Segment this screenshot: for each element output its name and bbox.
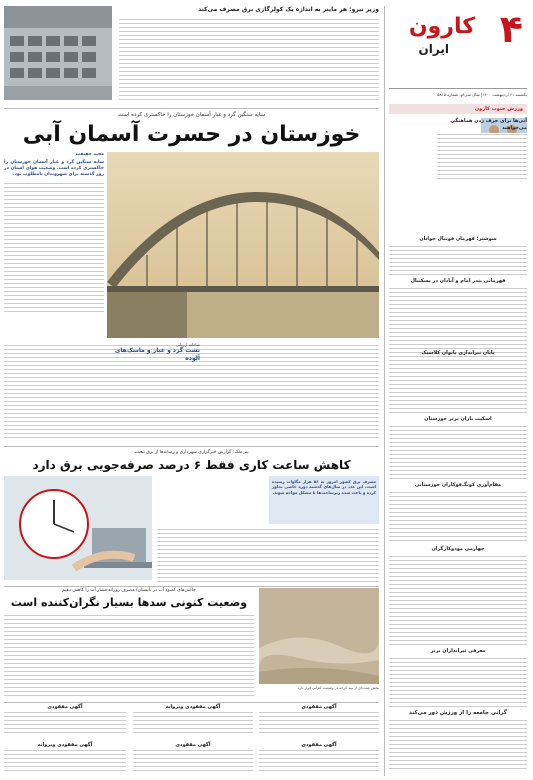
sidebar-item-title: شوشتر؛ قهرمان فوتبال جوانان	[419, 236, 497, 242]
sidebar-item	[389, 648, 527, 708]
main-story-headline: خوزستان در حسرت آسمان آبی	[22, 122, 361, 147]
notice-title: آگهی مفقودی	[301, 704, 337, 710]
sidebar-title: ورزش جنوب کارون	[474, 106, 523, 112]
laptop-clock-photo	[4, 476, 152, 580]
main-story-image	[107, 152, 379, 338]
dam-story-image	[259, 588, 379, 684]
sidebar-item	[437, 118, 527, 176]
sidebar-item-title: قهرمانی بندر امام و آبادان در بسکتبال	[410, 278, 506, 284]
divider	[4, 702, 379, 703]
energy-story-quote: مصرف برق کشور امروز به ۵۶ هزار مگاوات رسیده است. این عدد در سال‌های گذشته دوره خاصی تجاوز کرده و باعث شده زیرساخت‌ها با مشکل مواجه شوند.	[272, 479, 376, 495]
sidebar-item	[389, 710, 527, 772]
main-story-sidebar	[4, 152, 104, 338]
divider	[4, 586, 379, 587]
divider	[4, 108, 379, 109]
sidebar-item-title: اسکیت بازان برتر خوزستان	[424, 416, 492, 422]
dateline: یکشنبه ۲۱ اردیبهشت ۱۴۰۰| سال سی‌ام، شماره ۵۸۱۵	[437, 92, 527, 97]
sidebar-item	[389, 278, 527, 358]
warehouse-photo	[4, 6, 112, 100]
divider	[4, 446, 379, 447]
sidebar-item-title: مقام‌آوری کونگ‌فوکاران خوزستانی	[414, 482, 502, 488]
energy-story	[4, 450, 379, 582]
main-story-subkicker: مجید حقیقت	[75, 152, 104, 157]
notice-title: آگهی مفقودی وپروانه	[37, 742, 93, 748]
notice	[259, 704, 379, 738]
main-story-body	[4, 182, 104, 312]
notice	[4, 742, 126, 774]
column-rule	[384, 6, 385, 776]
rule	[389, 88, 527, 89]
dam-story-body	[4, 614, 254, 698]
mid-story-headline: نشت گرد و غبار و ماسک‌های آلوده	[114, 347, 200, 362]
mid-story-kicker: سامانه ارزیابی	[175, 342, 200, 347]
sidebar-item-title: آبی‌ها برای حرف زدن هماهنگی می‌خواهند	[450, 118, 527, 131]
notice-title: آگهی مفقودی	[301, 742, 337, 748]
masthead-logo: کارون	[408, 14, 475, 39]
top-story-headline: وزیر نیرو: هر ماینر به اندازه یک کولرگازی برق مصرف می‌کند	[198, 6, 379, 13]
energy-story-body	[157, 528, 379, 582]
sidebar-item	[389, 350, 527, 414]
sidebar-title-bar	[389, 104, 527, 114]
notice	[133, 742, 253, 774]
sidebar-item	[389, 416, 527, 480]
energy-story-quote-box	[269, 476, 379, 524]
dam-story-caption: بخش عمده‌ای از سد کرخه در وضعیت کم‌آبی قرار دارد	[297, 686, 379, 690]
notice	[4, 704, 126, 738]
bridge-dust-photo	[107, 152, 379, 338]
notice	[133, 704, 253, 738]
sidebar-item-title: چهارمی مودوکارگران	[431, 546, 485, 552]
mid-story	[110, 342, 200, 422]
masthead	[389, 6, 527, 114]
sidebar-item-title: گرانی جامعه را از ورزش دور می‌کند	[409, 710, 507, 716]
page-number: ۴	[499, 7, 523, 51]
top-story-body	[119, 18, 379, 100]
main-story-kicker: سایه سنگین گرد و غبار آسمان خوزستان را خاکستری کرده است	[117, 112, 266, 118]
top-story-image	[4, 6, 112, 100]
energy-story-headline: کاهش ساعت کاری فقط ۶ درصد صرفه‌جویی برق دارد	[32, 458, 351, 472]
main-story-lead: سایه سنگین گرد و غبار آسمان خوزستان را خاکستری کرده است. وضعیت هوای استان در روز گذشته برای شهروندان نامطلوب بود.	[4, 160, 104, 177]
sidebar-item	[389, 482, 527, 544]
notice	[259, 742, 379, 774]
dam-story-kicker: چالش‌های کمبود آب در تابستان/ مصرف روزانه فشار آب را کاهش دهیم	[62, 588, 196, 593]
dam-story	[4, 588, 379, 700]
sidebar-item-title: معرفی تیراندازان برتر	[430, 648, 486, 654]
sidebar-item-title: پایان تیراندازی بانوان کلاسیک	[421, 350, 495, 356]
sports-sidebar	[389, 118, 527, 774]
notice-title: آگهی مفقودی وپروانه	[165, 704, 221, 710]
notices	[4, 704, 379, 776]
energy-story-kicker: بنی‌ملک: گزارش خبرگزاری شهرداری و رسانه‌ها از برق تبعیت	[134, 450, 249, 455]
sidebar-item	[389, 236, 527, 276]
notice-title: آگهی مفقودی	[47, 704, 83, 710]
sidebar-item	[389, 546, 527, 646]
dry-reservoir-photo	[259, 588, 379, 684]
notice-title: آگهی مفقودی	[175, 742, 211, 748]
top-story	[4, 6, 379, 102]
section-title: ایران	[418, 42, 449, 56]
energy-story-image	[4, 476, 152, 580]
dam-story-headline: وضعیت کنونی سدها بسیار نگران‌کننده است	[10, 596, 248, 609]
